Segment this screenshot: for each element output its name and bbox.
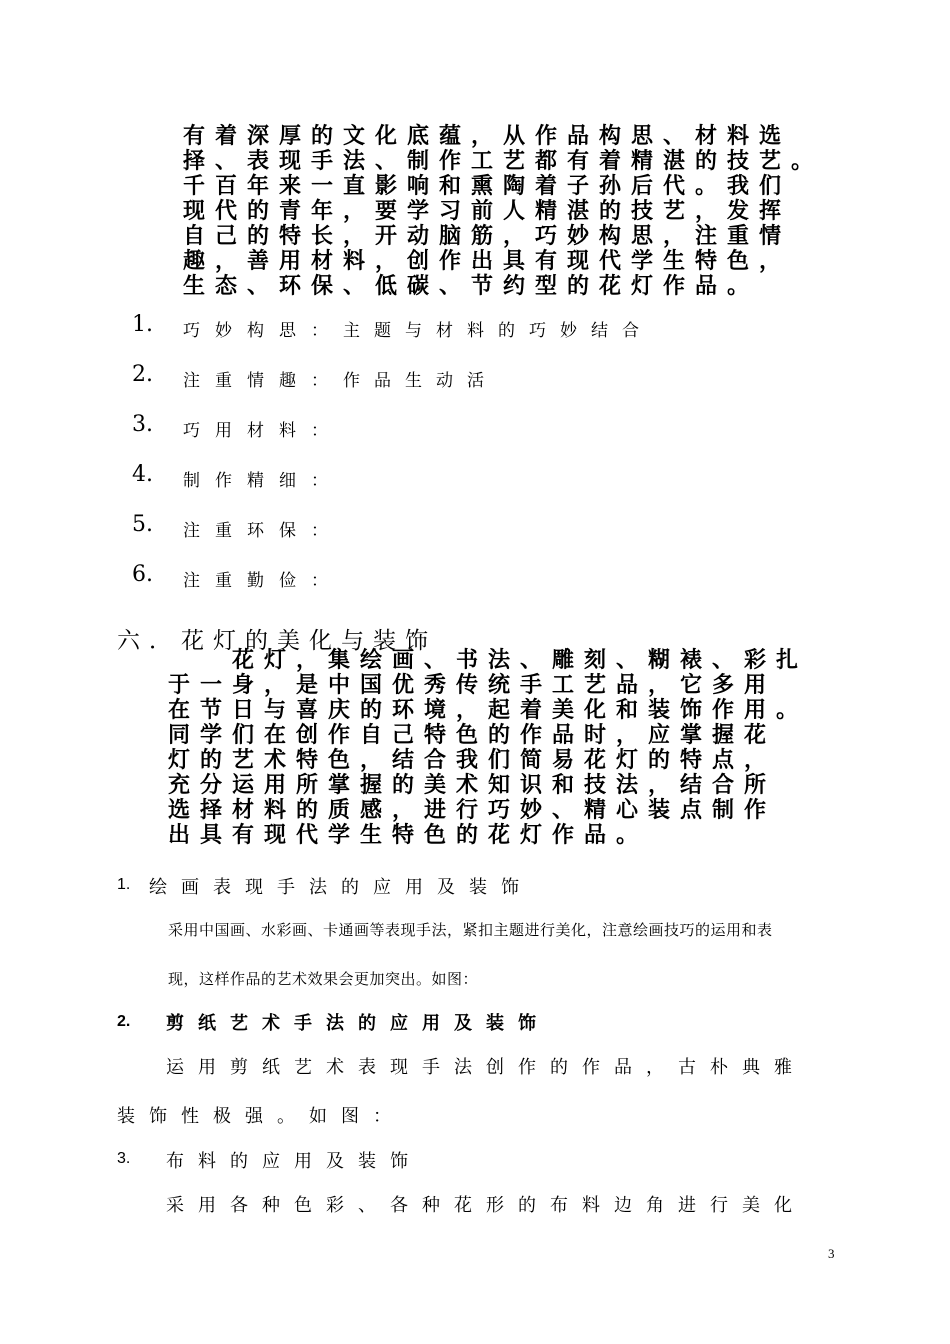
section6-line: 出具有现代学生特色的花灯作品。 [168,823,649,848]
list-item-label: 注重环保： [183,521,343,541]
intro-line: 自己的特长，开动脑筋，巧妙构思，注重情 [183,224,792,249]
list-item-number: 3. [132,412,153,437]
item1-text-line: 采用中国画、水彩画、卡通画等表现手法，紧扣主题进行美化，注意绘画技巧的运用和表 [168,923,773,939]
intro-line: 生态、环保、低碳、节约型的花灯作品。 [183,274,760,299]
list-item-label: 制作精细： [183,471,343,491]
section6-line: 于一身，是中国优秀传统手工艺品，它多用 [168,673,777,698]
intro-line: 有着深厚的文化底蕴，从作品构思、材料选 [183,124,792,149]
page-number: 3 [828,1246,835,1261]
item1-title: 绘画表现手法的应用及装饰 [149,877,533,898]
intro-line: 趣，善用材料，创作出具有现代学生特色， [183,249,792,274]
item3-number: 3. [117,1150,131,1167]
section6-line: 在节日与喜庆的环境，起着美化和装饰作用。 [168,698,809,723]
item2-text-line: 运用剪纸艺术表现手法创作的作品，古朴典雅 [166,1057,806,1078]
list-item-label: 注重勤俭： [183,571,343,591]
item3-title: 布料的应用及装饰 [166,1151,422,1172]
list-item-label: 巧用材料： [183,421,343,441]
list-item-number: 6. [132,562,153,587]
intro-line: 千百年来一直影响和熏陶着子孙后代。我们 [183,174,792,199]
section6-line: 选择材料的质感，进行巧妙、精心装点制作 [168,798,777,823]
intro-line: 择、表现手法、制作工艺都有着精湛的技艺。 [183,149,824,174]
section6-line: 花灯，集绘画、书法、雕刻、糊裱、彩扎 [168,648,809,673]
item3-text-line: 采用各种色彩、各种花形的布料边角进行美化 [166,1195,806,1216]
item1-text-line: 现，这样作品的艺术效果会更加突出。如图： [168,972,479,988]
list-item-label: 注重情趣：作品生动活 [183,371,498,391]
list-item-number: 1. [132,312,153,337]
section6-paragraph [168,648,808,848]
item2-text-line: 装饰性极强。如图： [117,1106,405,1127]
section-heading: 六．花灯的美化与装饰 [117,628,437,654]
list-item-number: 2. [132,362,153,387]
list-item-desc: 主题与材料的巧妙结合 [343,321,653,341]
list-item-label: 巧妙构思：主题与材料的巧妙结合 [183,321,653,341]
section6-line: 同学们在创作自己特色的作品时，应掌握花 [168,723,777,748]
list-item-desc: 作品生动活 [343,371,498,391]
intro-line: 现代的青年，要学习前人精湛的技艺，发挥 [183,199,792,224]
item1-number: 1. [117,876,131,893]
list-item-number: 5. [132,512,153,537]
section6-line: 充分运用所掌握的美术知识和技法，结合所 [168,773,777,798]
item2-title: 剪纸艺术手法的应用及装饰 [166,1013,550,1034]
intro-paragraph [183,124,873,299]
section6-line: 灯的艺术特色，结合我们简易花灯的特点， [168,748,777,773]
list-item-number: 4. [132,462,153,487]
item2-number: 2. [117,1013,131,1030]
